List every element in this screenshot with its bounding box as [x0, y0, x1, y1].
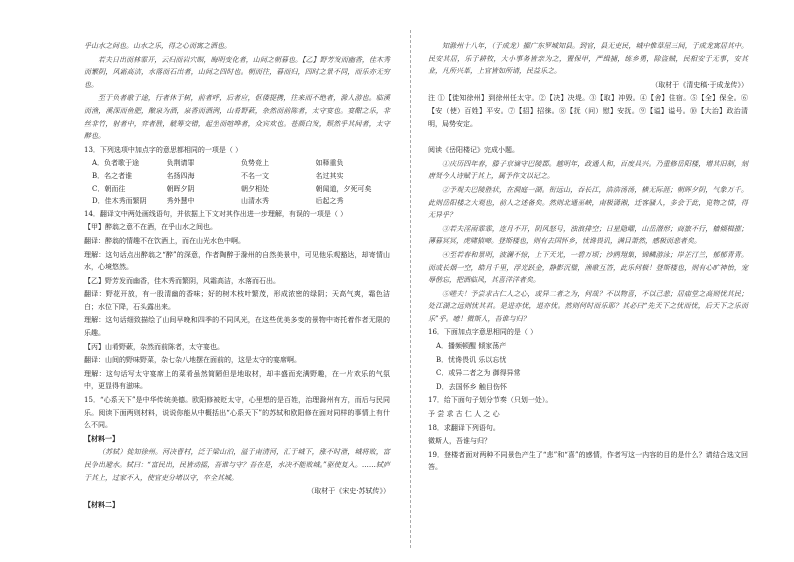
- paragraph: [428, 131, 748, 143]
- paragraph: 注 ①【徙知徐州】到徐州任太守。②【决】决堤。③【取】冲毁。④【舍】住宿。⑤【全】保全。⑥【安（使）百姓】平安。⑦【招】招徕。⑧【抚（问）慰】安抚。⑨【谥】谥号。⑩【大治】政治清明，局势安定。: [428, 94, 748, 128]
- option-row: [84, 170, 390, 183]
- option-cell: 名扬四海: [166, 171, 195, 180]
- paragraph: 阅读《岳阳楼记》完成小题。: [428, 146, 519, 155]
- option-cell: 名过其实: [315, 171, 344, 180]
- paragraph: 翻译：野花开放，有一股清幽的香味；好的树木枝叶繁茂，形成浓密的绿阴；天高气爽，霜色洁白；水位下降，石头露出来。: [84, 290, 390, 311]
- paragraph: 理解：这句话细致描绘了山间早晚和四季的不同风光，在这些优美多变的景物中寄托着作者无限的乐趣。: [84, 316, 390, 338]
- option-cell: 负荆请罪: [166, 159, 195, 168]
- paragraph: ④至若春和景明，波澜不惊，上下天光，一碧万顷；沙鸥翔集，锦鳞游泳；岸芷汀兰，郁郁青青。而或长烟一空，皓月千里，浮光跃金，静影沉璧，渔歌互答，此乐何极！登斯楼也，则有心旷神怡，宠辱偕忘，把酒临风，其喜洋洋者矣。: [428, 250, 748, 285]
- paragraph: 14．翻译文中两处画线语句，并依据上下文对其作出进一步理解，有误的一项是（ ）: [84, 209, 348, 218]
- column-divider: [410, 30, 411, 548]
- option-cell: 如释重负: [315, 159, 344, 168]
- option-cell: 负势竞上: [241, 159, 269, 168]
- paragraph: 翻译：醉翁的情趣不在饮酒上，而在山光水色中啊。: [84, 236, 245, 245]
- right-column: [428, 40, 748, 548]
- option-line: C．或异二者之为 御得异常: [436, 369, 521, 378]
- paragraph: ⑤嗟夫！予尝求古仁人之心，或异二者之为，何哉？不以物喜，不以己悲；居庙堂之高则忧其民；处江湖之远则忧其君。是进亦忧，退亦忧。然则何时而乐耶？其必曰“先天下之忧而忧，后天下之乐而乐”乎。噫！微斯人，吾谁与归？: [428, 289, 748, 323]
- paragraph: 13．下列选项中加点字的意思都相同的一项是（ ）: [84, 145, 243, 154]
- paragraph: 18．求翻译下列语句。: [428, 423, 500, 432]
- paragraph: ①庆历四年春，滕子京谪守巴陵郡。越明年，政通人和，百废具兴。乃重修岳阳楼，增其旧制，刻唐贤今人诗赋于其上，属予作文以记之。: [428, 159, 748, 181]
- left-column: [84, 40, 390, 548]
- exam-page: [0, 32, 794, 548]
- paragraph: 16．下面加点字意思相同的是（ ）: [428, 328, 538, 337]
- option-row: [84, 157, 390, 170]
- paragraph: 【甲】醉翁之意不在酒，在乎山水之间也。: [84, 223, 217, 232]
- paragraph: ③若夫淫雨霏霏，连月不开，阴风怒号，浊浪排空；日星隐曜，山岳潜形；商旅不行，樯倾楫摧；薄暮冥冥，虎啸猿啼。登斯楼也，则有去国怀乡，忧谗畏讥，满目萧然，感极而悲者矣。: [428, 224, 748, 246]
- option-cell: 朝晖夕阴: [166, 184, 195, 193]
- paragraph: 知滁州十八年，（于成龙）擢广东罗城知县。到官，县无吏民，城中惟草屋三间，于成龙寓居其中。民安其居，乐于耕牧，大小事务皆亲为之，置保甲，严缉捕，练乡勇，除盗贼，民相安于无事，安其业，凡所兴革，上官皆如所请，民益乐之。: [428, 42, 748, 76]
- section-heading: 【材料一】: [84, 433, 119, 443]
- paragraph: 15．“心系天下”是中华传统美德。欧阳修被贬太守，心里想的是百姓，治理滁州有方，而后与民同乐。阅读下面两则材料，说说你能从中概括出“心系天下”的苏轼和欧阳修在面对同样的事情上有什么不同。: [84, 396, 390, 430]
- paragraph: 17．给下面句子划分节奏（只划一处）。: [428, 396, 553, 405]
- option-cell: C．朝而往: [92, 184, 126, 193]
- option-cell: 朝夕相处: [241, 184, 269, 193]
- paragraph: 乎山水之间也。山水之乐，得之心而寓之酒也。: [84, 42, 231, 50]
- option-row: [84, 195, 390, 208]
- option-cell: 后起之秀: [315, 197, 344, 206]
- option-cell: 不名一文: [241, 171, 269, 180]
- paragraph: 理解：这句话点出醉翁之“醉”的深意，作者陶醉于滁州的自然美景中，可见他乐观豁达，却寄情山水，心境悠然。: [84, 250, 390, 272]
- paragraph: （取材于《清史稿·于成龙传》）: [651, 80, 748, 89]
- option-cell: B．名之者谁: [92, 171, 133, 180]
- option-line: D．去国怀乡 触目伤怀: [436, 382, 507, 391]
- option-cell: A．负者歌于途: [92, 159, 140, 168]
- paragraph: 微斯人，吾谁与归？: [428, 437, 491, 446]
- paragraph: 【乙】野芳发而幽香，佳木秀而繁阴，风霜高洁，水落而石出。: [84, 276, 280, 285]
- option-line: A．播频顿醒 倾家荡产: [436, 342, 507, 351]
- option-cell: 朝闻道，夕死可矣: [315, 184, 372, 193]
- paragraph: 19．登楼者面对两种不同景色产生了“悲”和“喜”的感情，作者写这一内容的目的是什么？请结合选文回答。: [428, 450, 748, 472]
- option-line: B．忧谗畏讥 乐以忘忧: [436, 355, 507, 364]
- section-heading: 【材料二】: [84, 499, 119, 509]
- option-cell: 山清水秀: [241, 197, 269, 206]
- paragraph: 理解：这句话写太守宴席上的菜肴虽然简陋但是地取材，却丰盛而充满野趣，在一片欢乐的气氛中，更显得有滋味。: [84, 369, 390, 391]
- paragraph: 至于负者歌于途，行者休于树，前者呼，后者应，伛偻提携，往来而不绝者，滁人游也。临溪而渔，溪深而鱼肥，酿泉为酒，泉香而酒洌，山肴野蔌，杂然而前陈者，太守宴也。宴酣之乐，非丝非竹，射者中，弈者胜，觥筹交错，起坐而喧哗者，众宾欢也。苍颜白发，颓然乎其间者，太守醉也。: [84, 94, 390, 141]
- paragraph: 予 尝 求 古 仁 人 之 心: [428, 410, 500, 419]
- paragraph: 【丙】山肴野蔌，杂然而前陈者，太守宴也。: [84, 342, 224, 351]
- paragraph: ②予观夫巴陵胜状，在洞庭一湖。衔远山，吞长江，浩浩汤汤，横无际涯；朝晖夕阴，气象万千。此则岳阳楼之大观也，前人之述备矣。然则北通巫峡，南极潇湘，迁客骚人，多会于此，览物之情，得无异乎？: [428, 185, 748, 220]
- option-cell: 秀外慧中: [166, 197, 195, 206]
- paragraph: 若夫日出而林霏开，云归而岩穴暝，晦明变化者，山间之朝暮也。【乙】野芳发而幽香，佳木秀而繁阴，风霜高洁，水落而石出者，山间之四时也。朝而往，暮而归，四时之景不同，而乐亦无穷也。: [84, 55, 390, 89]
- paragraph: （取材于《宋史·苏轼传》）: [307, 487, 390, 496]
- paragraph: 翻译：山间的野味野菜，杂七杂八地摆在面前的，这是太守的宴席啊。: [84, 356, 301, 365]
- paragraph: （苏轼）徙知徐州。河决曹村，泛于梁山泊，溢于南清河，汇于城下，涨不时泄，城将败，富民争出避水。轼曰：“富民出，民皆动摇，吾谁与守？吾在是，水决不能败城。”驱使复入。……轼庐于其上，过家不入，使官吏分堵以守，卒全其城。: [84, 448, 390, 482]
- option-cell: D．佳木秀而繁阴: [92, 197, 147, 206]
- option-row: [84, 183, 390, 196]
